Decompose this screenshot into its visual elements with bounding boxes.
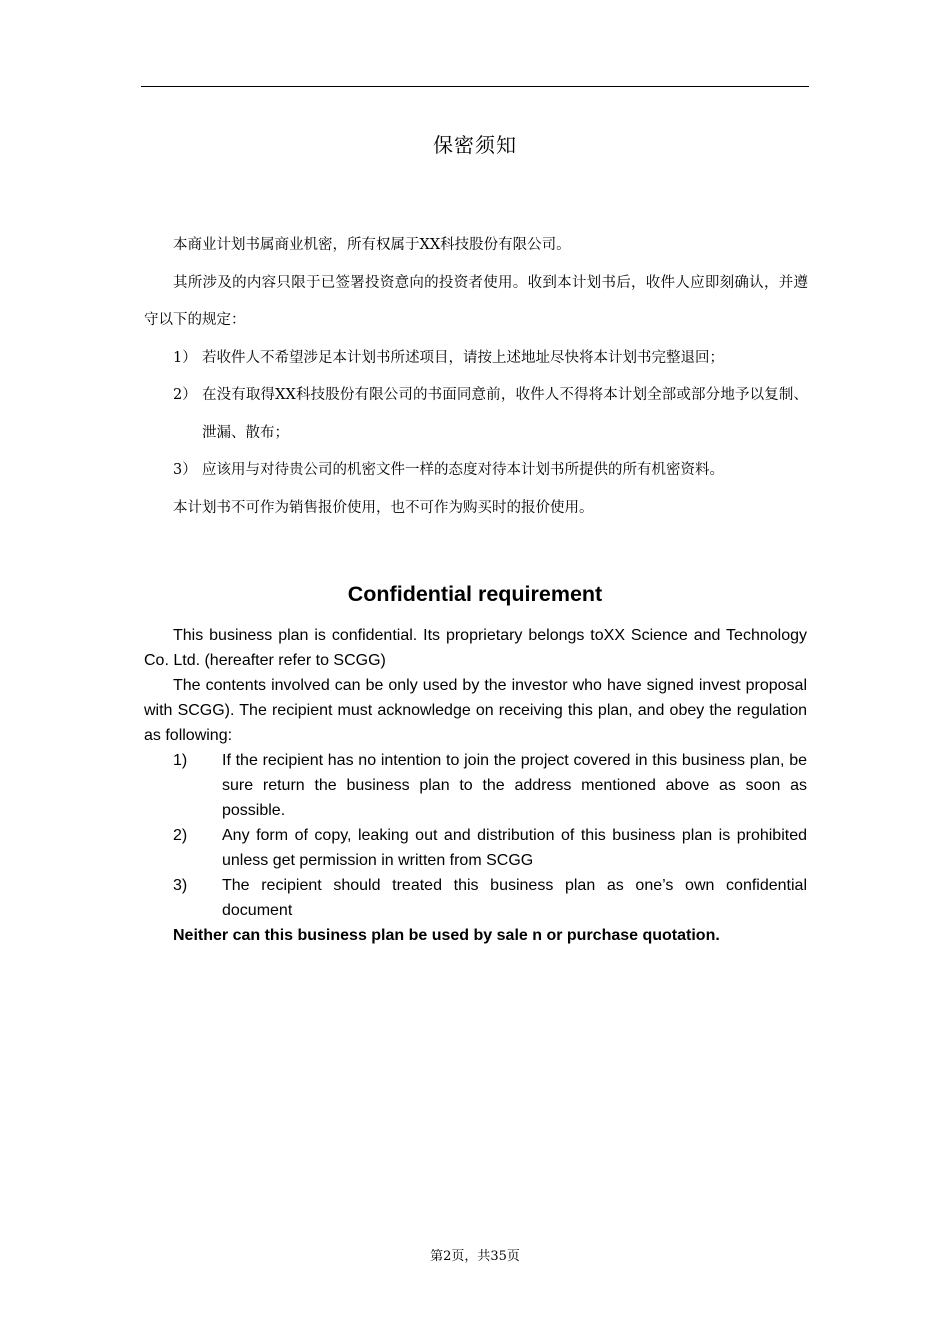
en-paragraph-ownership: This business plan is confidential. Its proprietary belongs toXX Science and Technology Co. Ltd. (hereafter refer to SCGG) (144, 627, 807, 669)
en-title: Confidential requirement (347, 582, 603, 606)
cn-title: 保密须知 (433, 133, 517, 157)
cn-list-text: 在没有取得XX科技股份有限公司的书面同意前，收件人不得将本计划全部或部分地予以复制、泄漏、散布； (202, 387, 808, 441)
en-list-item (144, 873, 807, 923)
en-list-item (144, 823, 807, 873)
cn-list-number: 3） (173, 462, 197, 478)
en-list-text: The recipient should treated this business plan as one’s own confidential document (222, 877, 807, 919)
en-list-text: If the recipient has no intention to join the project covered in this business plan, be sure return the business plan to the address mentioned above as soon as possible. (222, 752, 807, 819)
cn-list-item (144, 340, 808, 378)
cn-paragraph-pricing: 本计划书不可作为销售报价使用，也不可作为购买时的报价使用。 (173, 499, 594, 516)
cn-list-item (144, 377, 808, 452)
en-list-item (144, 748, 807, 823)
cn-paragraph-usage: 其所涉及的内容只限于已签署投资意向的投资者使用。收到本计划书后，收件人应即刻确认，并遵守以下的规定： (144, 274, 808, 328)
en-list-number: 2) (173, 827, 188, 844)
cn-list-number: 2） (173, 387, 197, 403)
en-list-number: 1) (173, 752, 188, 769)
en-list-number: 3) (173, 877, 188, 894)
cn-list-number: 1） (173, 349, 197, 366)
en-section (144, 623, 807, 948)
cn-list-text: 若收件人不希望涉足本计划书所述项目，请按上述地址尽快将本计划书完整退回； (202, 349, 724, 366)
page-footer: 第2页，共35页 (430, 1249, 520, 1264)
cn-list-item (144, 452, 808, 490)
cn-list-text: 应该用与对待贵公司的机密文件一样的态度对待本计划书所提供的所有机密资料。 (202, 462, 724, 478)
cn-paragraph-ownership: 本商业计划书属商业机密，所有权属于XX科技股份有限公司。 (173, 237, 571, 253)
en-list-text: Any form of copy, leaking out and distribution of this business plan is prohibited unless get permission in written from SCGG (222, 827, 807, 869)
header-rule (141, 86, 809, 87)
en-closing-statement: Neither can this business plan be used by sale n or purchase quotation. (173, 927, 720, 944)
en-paragraph-usage: The contents involved can be only used by the investor who have signed invest proposal with SCGG). The recipient must acknowledge on receiving this plan, and obey the regulation as following: (144, 677, 807, 744)
cn-section (144, 227, 808, 527)
